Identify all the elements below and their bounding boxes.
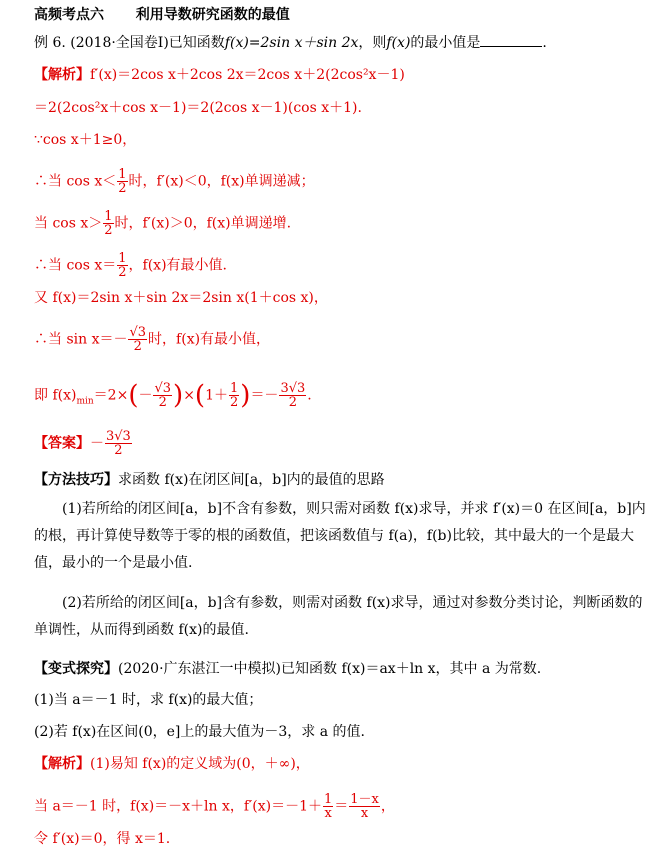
solution-line-7: 又 f(x)＝2sin x＋sin 2x＝2sin x(1＋cos x)， [34, 290, 328, 306]
solution2-line-1: 【解析】(1)易知 f(x)的定义域为(0，＋∞)， [34, 756, 310, 772]
answer-tag: 【答案】 [34, 435, 90, 452]
section-heading [34, 6, 290, 24]
heading-number: 高频考点六 [34, 7, 104, 23]
solution-line-1: 【解析】f′(x)＝2cos x＋2cos 2x＝2cos x＋2(2cos²x－1) [34, 67, 405, 83]
variant-tag: 【变式探究】 [34, 661, 118, 677]
variant-question-2: (2)若 f(x)在区间(0，e]上的最大值为－3，求 a 的值. [34, 724, 366, 740]
solution-line-2: ＝2(2cos²x＋cos x－1)＝2(2cos x－1)(cos x＋1). [34, 100, 362, 116]
solution-tag: 【解析】 [34, 67, 90, 83]
answer-fraction: $\frac{3√3}{2}$ [106, 429, 131, 458]
solution-line-9: 即 $f(x)_{min}=2\times(-$ $\frac{√3}{2}$ )×(1＋ $\frac{1}{2}$ )＝－ $\frac{3√3}{2}$ . [34, 380, 312, 411]
heading-title: 利用导数研究函数的最值 [135, 7, 290, 23]
variant-question-1: (1)当 a＝－1 时，求 f(x)的最大值； [34, 692, 263, 708]
method-heading: 【方法技巧】求函数 f(x)在闭区间[a，b]内的最值的思路 [34, 472, 385, 488]
fraction-half: $\frac{1}{2}$ [118, 251, 127, 280]
answer-blank [480, 34, 542, 47]
method-tag: 【方法技巧】 [34, 472, 118, 488]
solution2-tag: 【解析】 [34, 756, 90, 772]
variant-heading: 【变式探究】(2020·广东湛江一中模拟)已知函数 f(x)＝ax＋ln x，其中 a 为常数. [34, 661, 542, 677]
example-problem: 例 6. (2018·全国卷Ⅰ)已知函数f(x)=2sin x＋sin 2x，则f(x)的最小值是 . [34, 35, 547, 51]
solution-line-3: ∵cos x＋1≥0， [34, 132, 137, 148]
solution-line-4: ∴当 cos x＜ $\frac{1}{2}$ 时，f′(x)＜0，f(x)单调递减； [34, 167, 315, 196]
solution2-line-2: 当 a＝－1 时，f(x)＝－x＋ln x，f′(x)＝－1＋ $\frac{1}{x}$ ＝ $\frac{1-x}{x}$ ， [34, 792, 395, 821]
solution-line-5: 当 cos x＞ $\frac{1}{2}$ 时，f′(x)＞0，f(x)单调递增. [34, 209, 292, 238]
answer-line: 【答案】－ $\frac{3√3}{2}$ [34, 429, 131, 458]
fraction-half: $\frac{1}{2}$ [104, 209, 113, 238]
method-paragraph-1: (1)若所给的闭区间[a，b]不含有参数，则只需对函数 f(x)求导，并求 f′(x)＝0 在区间[a，b]内的根，再计算使导数等于零的根的函数值，把该函数值与 f(a)，f(b)比较，其中最大的一个是最大值，最小的一个是最小值. [34, 501, 646, 571]
right-paren: ) [173, 380, 184, 411]
fraction-half: $\frac{1}{2}$ [118, 167, 127, 196]
fraction-sqrt3-over-2: $\frac{√3}{2}$ [129, 325, 147, 354]
solution-line-8: ∴当 sin x＝－ $\frac{√3}{2}$ 时，f(x)有最小值， [34, 325, 271, 354]
method-paragraph-2: (2)若所给的闭区间[a，b]含有参数，则需对函数 f(x)求导，通过对参数分类讨论，判断函数的单调性，从而得到函数 f(x)的最值. [34, 595, 643, 638]
solution-line-6: ∴当 cos x＝ $\frac{1}{2}$ ，f(x)有最小值. [34, 251, 227, 280]
solution2-line-3: 令 f′(x)＝0，得 x＝1. [34, 831, 171, 847]
left-paren: ( [128, 380, 139, 411]
